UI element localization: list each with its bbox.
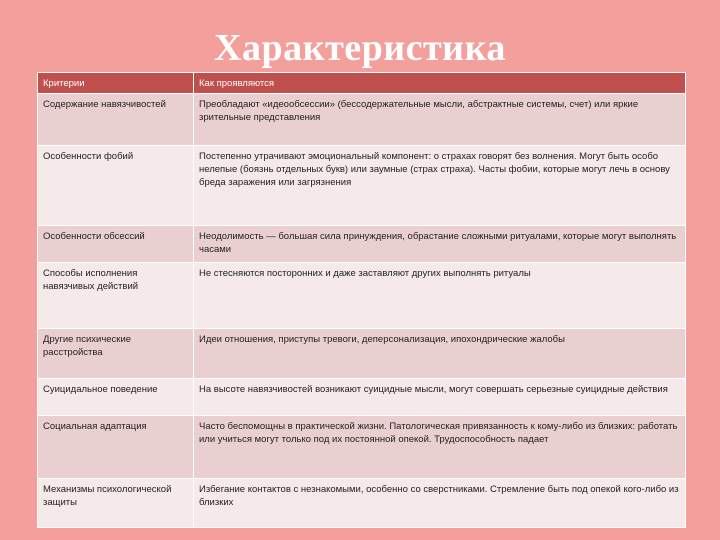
table-row [38, 263, 686, 329]
header-criteria: Критерии [38, 73, 194, 94]
characteristics-table [37, 72, 686, 528]
description-cell: Избегание контактов с незнакомыми, особенно со сверстниками. Стремление быть под опекой кого-либо из близких [194, 479, 686, 528]
description-cell: Часто беспомощны в практической жизни. Патологическая привязанность к кому-либо из близких: работать или учиться могут только под их постоянной опекой. Трудоспособность падает [194, 416, 686, 479]
table-row [38, 226, 686, 263]
description-cell: Не стесняются посторонних и даже заставляют других выполнять ритуалы [194, 263, 686, 329]
description-cell: Идеи отношения, приступы тревоги, деперсонализация, ипохондрические жалобы [194, 329, 686, 379]
table-row [38, 479, 686, 528]
table-row [38, 416, 686, 479]
slide-title: Характеристика [214, 27, 506, 69]
table-row [38, 329, 686, 379]
table-header-row [38, 73, 686, 94]
table-row [38, 379, 686, 416]
description-cell: Постепенно утрачивают эмоциональный компонент: о страхах говорят без волнения. Могут быть особо нелепые (боязнь отдельных букв) или заумные (страх страха). Часты фобии, которые могут лечь в основу бреда заражения или загрязнения [194, 146, 686, 226]
criterion-cell: Социальная адаптация [38, 416, 194, 479]
criterion-cell: Другие психические расстройства [38, 329, 194, 379]
criterion-cell: Суицидальное поведение [38, 379, 194, 416]
description-cell: Неодолимость — большая сила принуждения, обрастание сложными ритуалами, которые могут выполнять часами [194, 226, 686, 263]
header-manifestation: Как проявляются [194, 73, 686, 94]
table-row [38, 146, 686, 226]
description-cell: Преобладают «идеообсессии» (бессодержательные мысли, абстрактные системы, счет) или яркие зрительные представления [194, 94, 686, 146]
description-cell: На высоте навязчивостей возникают суицидные мысли, могут совершать серьезные суицидные действия [194, 379, 686, 416]
criterion-cell: Особенности фобий [38, 146, 194, 226]
table-row [38, 94, 686, 146]
criterion-cell: Механизмы психологической защиты [38, 479, 194, 528]
criterion-cell: Содержание навязчивостей [38, 94, 194, 146]
criterion-cell: Особенности обсессий [38, 226, 194, 263]
criterion-cell: Способы исполнения навязчивых действий [38, 263, 194, 329]
